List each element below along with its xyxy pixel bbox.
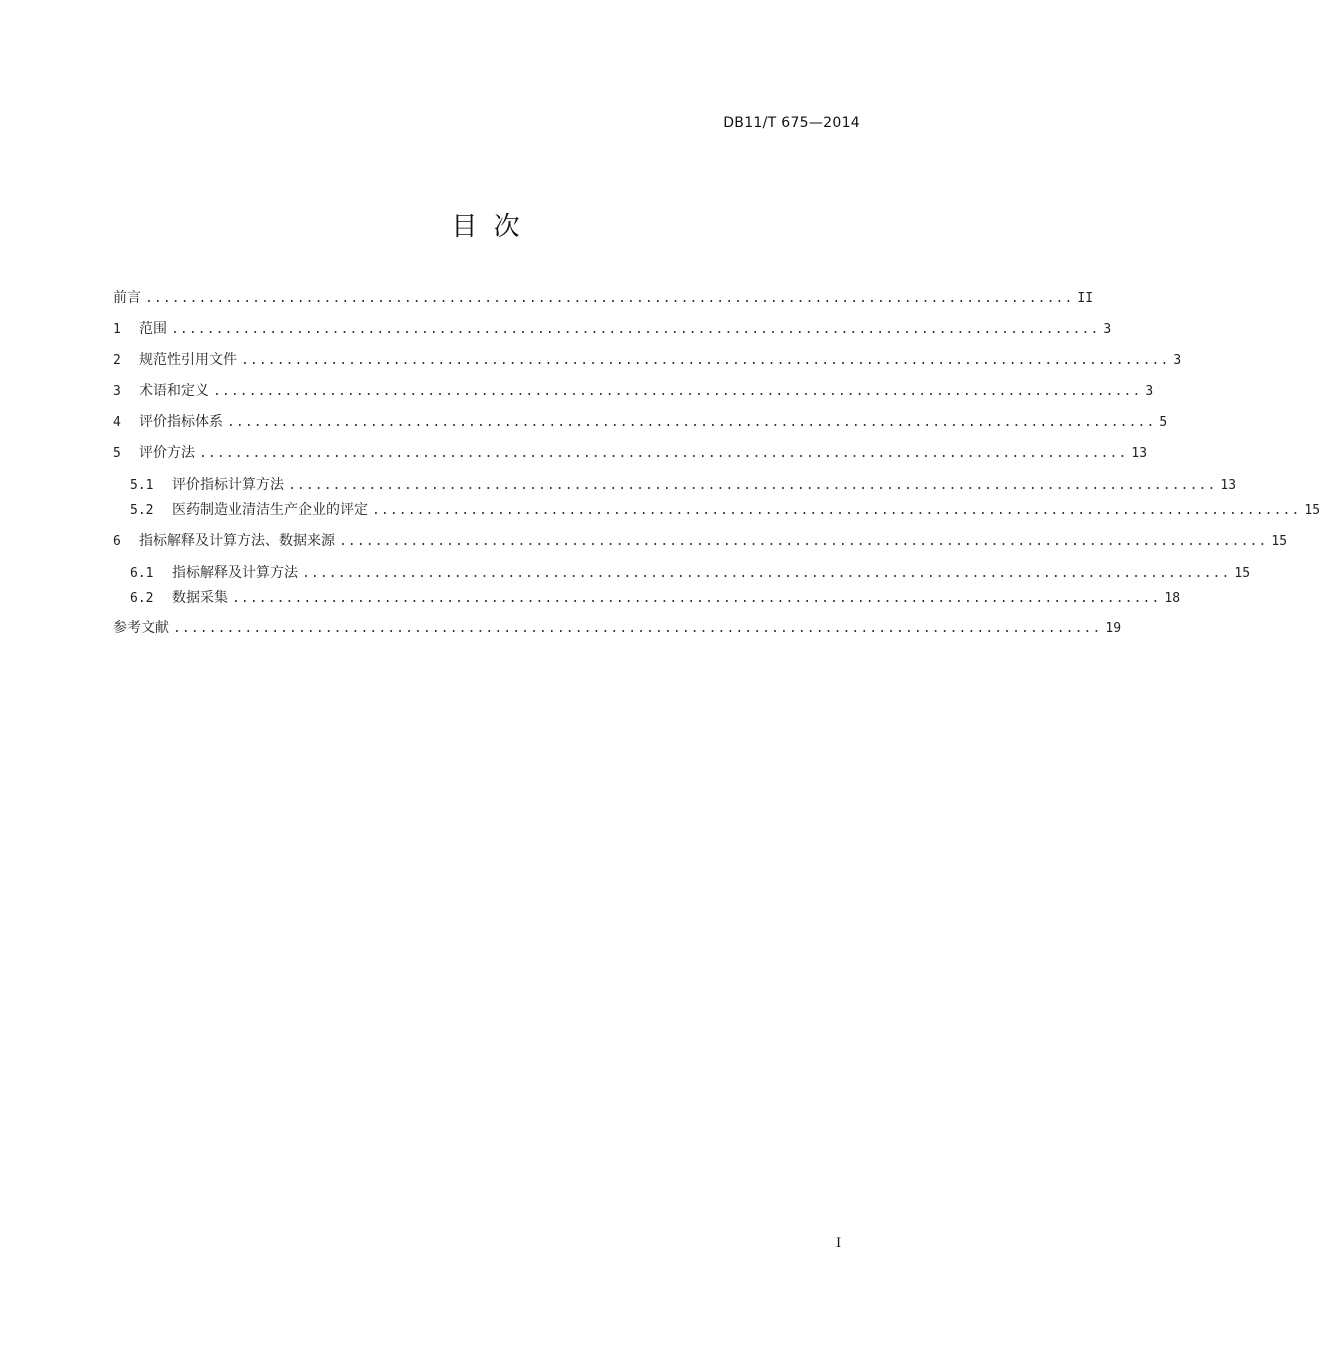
- toc-entry-4[interactable]: [113, 411, 1168, 433]
- toc-entry-number: 5: [113, 446, 121, 461]
- toc-entry-text: 指标解释及计算方法: [172, 565, 298, 581]
- toc-entry-page: II: [1077, 291, 1094, 306]
- toc-entry-number: 2: [113, 353, 121, 368]
- toc-leader-dots: ........................................................................................................: [372, 503, 1301, 518]
- toc-entry-text: 评价指标体系: [139, 414, 223, 430]
- toc-entry-text: 数据采集: [172, 590, 228, 606]
- toc-entry-text: 医药制造业清洁生产企业的评定: [172, 502, 368, 518]
- toc-entry-page: 3: [1173, 353, 1182, 368]
- toc-leader-dots: ........................................................................................................: [339, 534, 1268, 549]
- standard-number: DB11/T 675—2014: [723, 115, 860, 131]
- toc-title: 目 次: [451, 212, 524, 242]
- toc-leader-dots: ........................................................................................................: [145, 291, 1074, 306]
- toc-leader-dots: ........................................................................................................: [288, 478, 1217, 493]
- toc-entry-3[interactable]: [113, 380, 1154, 402]
- toc-entry-page: 18: [1164, 591, 1181, 606]
- toc-leader-dots: ........................................................................................................: [232, 591, 1161, 606]
- toc-entry-number: 6.1: [130, 566, 154, 581]
- toc-leader-dots: ........................................................................................................: [227, 415, 1156, 430]
- toc-entry-text: 术语和定义: [139, 383, 209, 399]
- toc-leader-dots: ........................................................................................................: [302, 566, 1231, 581]
- toc-entry-page: 3: [1145, 384, 1154, 399]
- toc-entry-page: 5: [1159, 415, 1168, 430]
- page-number: I: [836, 1236, 842, 1251]
- toc-entry-text: 前言: [113, 290, 141, 306]
- toc-leader-dots: ........................................................................................................: [173, 621, 1102, 636]
- toc-entry-6-1[interactable]: [130, 562, 1251, 584]
- toc-entry-page: 15: [1234, 566, 1251, 581]
- toc-entry-number: 4: [113, 415, 121, 430]
- toc-entry-number: 5.2: [130, 503, 154, 518]
- toc-entry-page: 13: [1131, 446, 1148, 461]
- toc-entry-number: 3: [113, 384, 121, 399]
- toc-entry-page: 15: [1271, 534, 1288, 549]
- toc-leader-dots: ........................................................................................................: [213, 384, 1142, 399]
- toc-entry-number: 1: [113, 322, 121, 337]
- toc-entry-number: 6.2: [130, 591, 154, 606]
- toc-entry-bibliography[interactable]: [113, 617, 1122, 639]
- toc-leader-dots: ........................................................................................................: [171, 322, 1100, 337]
- toc-entry-text: 指标解释及计算方法、数据来源: [139, 533, 335, 549]
- toc-entry-text: 范围: [139, 321, 167, 337]
- toc-entry-5-1[interactable]: [130, 474, 1237, 496]
- toc-entry-6-2[interactable]: [130, 587, 1181, 609]
- toc-entry-page: 19: [1105, 621, 1122, 636]
- toc-entry-page: 15: [1304, 503, 1320, 518]
- toc-entry-page: 3: [1103, 322, 1112, 337]
- toc-entry-page: 13: [1220, 478, 1237, 493]
- toc-entry-number: 6: [113, 534, 121, 549]
- toc-entry-text: 评价指标计算方法: [172, 477, 284, 493]
- toc-entry-text: 规范性引用文件: [139, 352, 237, 368]
- toc-entry-1[interactable]: [113, 318, 1112, 340]
- toc-leader-dots: ........................................................................................................: [199, 446, 1128, 461]
- toc-entry-5[interactable]: [113, 442, 1148, 464]
- toc-entry-text: 参考文献: [113, 620, 169, 636]
- toc-entry-foreword[interactable]: [113, 287, 1094, 309]
- toc-entry-text: 评价方法: [139, 445, 195, 461]
- toc-entry-6[interactable]: [113, 530, 1288, 552]
- toc-leader-dots: ........................................................................................................: [241, 353, 1170, 368]
- toc-entry-number: 5.1: [130, 478, 154, 493]
- toc-entry-5-2[interactable]: [130, 499, 1320, 521]
- toc-entry-2[interactable]: [113, 349, 1182, 371]
